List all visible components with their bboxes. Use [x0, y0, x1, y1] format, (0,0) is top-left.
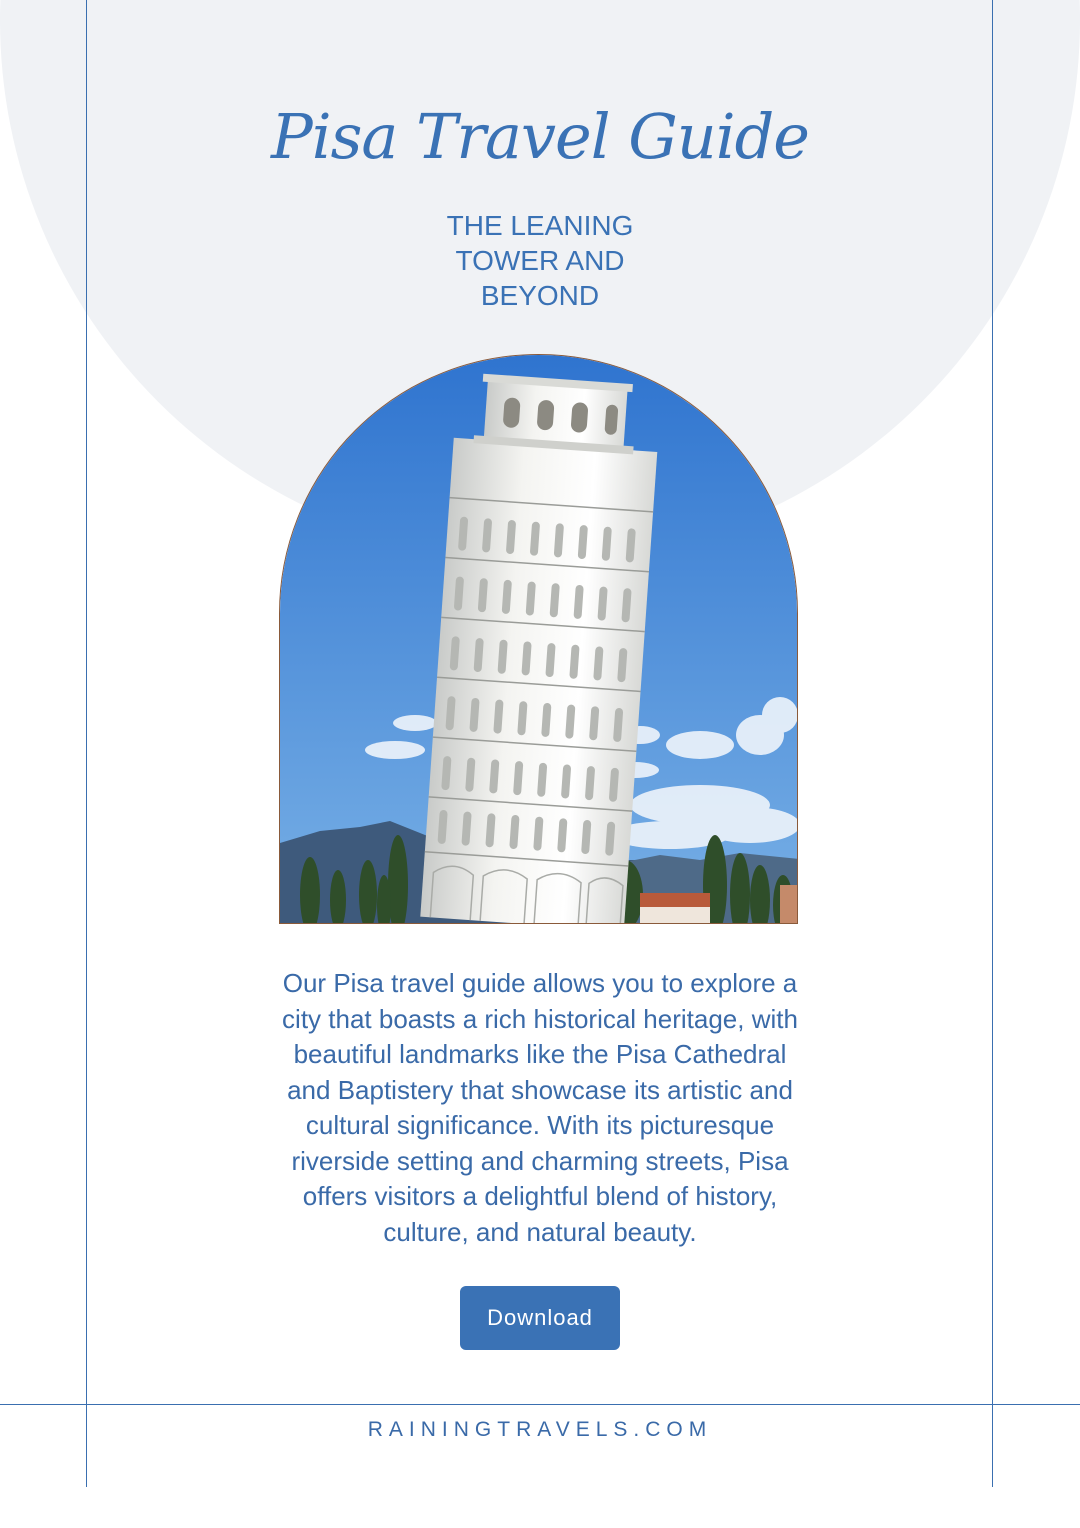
description-line: city that boasts a rich historical heritage, with [282, 1003, 798, 1034]
description-line: culture, and natural beauty. [383, 1216, 697, 1247]
subtitle-line: TOWER AND [455, 245, 625, 276]
left-guide-line [86, 0, 87, 1487]
site-url: RAININGTRAVELS.COM [367, 1418, 713, 1441]
description-line: offers visitors a delightful blend of history, [302, 1181, 778, 1211]
description-line: cultural significance. With its picturesque [305, 1110, 775, 1140]
description-line: riverside setting and charming streets, Pisa [291, 1145, 789, 1176]
tower-illustration [280, 355, 798, 924]
page-title: Pisa Travel Guide [271, 100, 809, 173]
right-guide-line [992, 0, 993, 1487]
footer-divider [0, 1404, 1080, 1405]
subtitle [390, 208, 690, 313]
description-line: beautiful landmarks like the Pisa Cathedral [293, 1039, 787, 1069]
subtitle-line: BEYOND [480, 280, 600, 311]
leaning-tower-photo [279, 354, 798, 924]
guide-description [236, 966, 844, 1250]
description-line: and Baptistery that showcase its artistic and [287, 1074, 793, 1105]
description-line: Our Pisa travel guide allows you to explore a [282, 968, 798, 998]
download-button[interactable]: Download [460, 1286, 620, 1350]
subtitle-line: THE LEANING [446, 210, 634, 241]
